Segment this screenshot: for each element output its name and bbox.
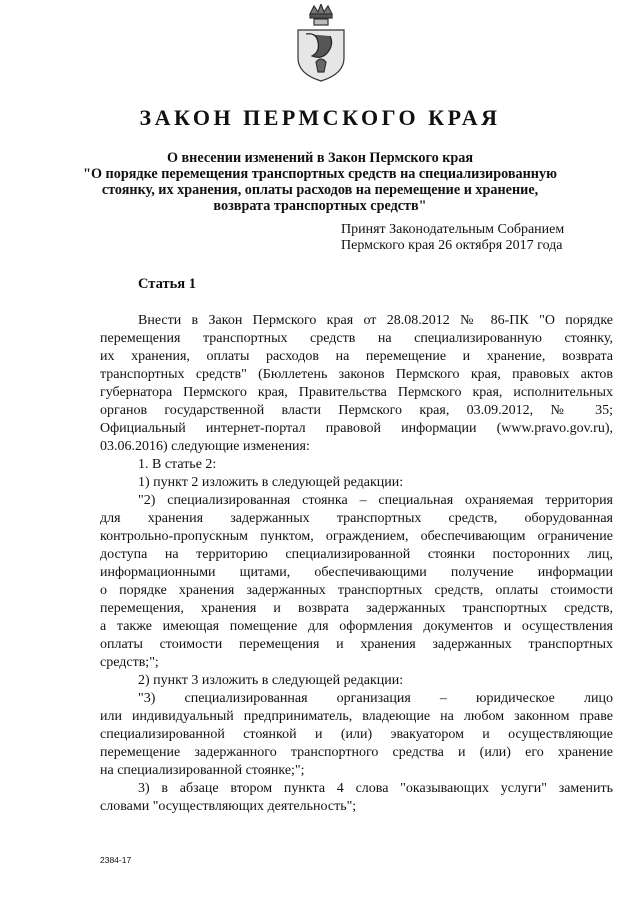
body-line: губернатора Пермского края, Правительства Пермского края, исполнительных: [100, 385, 613, 400]
body-line: органов государственной власти Пермского края, 03.09.2012, № 35;: [100, 403, 613, 418]
subtitle-line-4: возврата транспортных средств": [213, 198, 427, 214]
subtitle-line-3: стоянку, их хранения, оплаты расходов на перемещение и хранение,: [101, 182, 539, 198]
body-line: перемещения транспортных средств на специализированную стоянку,: [100, 331, 613, 346]
body-line: контрольно-пропускным пунктом, ограждением, обеспечивающим ограничение: [100, 529, 613, 544]
body-line: оплаты стоимости перемещения и хранения задержанных транспортных: [100, 637, 613, 652]
body-line: их хранения, оплаты расходов на перемещение и хранение, возврата: [100, 349, 613, 364]
body-line: средств;";: [100, 655, 159, 670]
accepted-line-2: Пермского края 26 октября 2017 года: [341, 238, 563, 253]
subtitle-line-2: "О порядке перемещения транспортных средств на специализированную: [83, 166, 557, 182]
law-title: ЗАКОН ПЕРМСКОГО КРАЯ: [139, 105, 501, 130]
body-line: для хранения задержанных транспортных средств, оборудованная: [100, 511, 613, 526]
body-line: на специализированной стоянке;";: [100, 763, 305, 778]
body-line: "2) специализированная стоянка – специальная охраняемая территория: [138, 493, 613, 508]
coat-of-arms-icon: [294, 4, 348, 82]
body-line: Официальный интернет-портал правовой информации (www.pravo.gov.ru),: [100, 421, 613, 436]
body-line: специализированной стоянкой и (или) эвакуатором и осуществляющие: [100, 727, 613, 742]
article-heading: Статья 1: [138, 276, 196, 292]
body-line: о порядке хранения задержанных транспортных средств, оплаты стоимости: [100, 583, 613, 598]
body-line: 3) в абзаце втором пункта 4 слова "оказывающих услуги" заменить: [138, 781, 613, 796]
body-line: 1) пункт 2 изложить в следующей редакции:: [138, 475, 404, 490]
body-line: транспортных средств" (Бюллетень законов Пермского края, правовых актов: [100, 367, 613, 382]
body-line: перемещения, хранения и возврата задержанных транспортных средств,: [100, 601, 613, 616]
body-line: 2) пункт 3 изложить в следующей редакции:: [138, 673, 404, 688]
body-line: или индивидуальный предприниматель, владеющие на любом законном праве: [100, 709, 613, 724]
document-code: 2384-17: [100, 855, 132, 865]
body-line: Внести в Закон Пермского края от 28.08.2012 № 86-ПК "О порядке: [138, 313, 613, 328]
body-line: "3) специализированная организация – юридическое лицо: [138, 691, 613, 706]
body-line: перемещение задержанного транспортного средства и (или) его хранение: [100, 745, 613, 760]
body-line: доступа на территорию специализированной стоянки посторонних лиц,: [100, 547, 613, 562]
body-line: информационными щитами, обеспечивающими получение информации: [100, 565, 613, 580]
body-line: 1. В статье 2:: [138, 457, 217, 472]
body-line: 03.06.2016) следующие изменения:: [100, 439, 310, 454]
accepted-line-1: Принят Законодательным Собранием: [341, 222, 565, 237]
body-line: а также имеющая помещение для оформления документов и осуществления: [100, 619, 613, 634]
subtitle-line-1: О внесении изменений в Закон Пермского края: [166, 150, 474, 166]
body-line: словами "осуществляющих деятельность";: [100, 799, 357, 814]
